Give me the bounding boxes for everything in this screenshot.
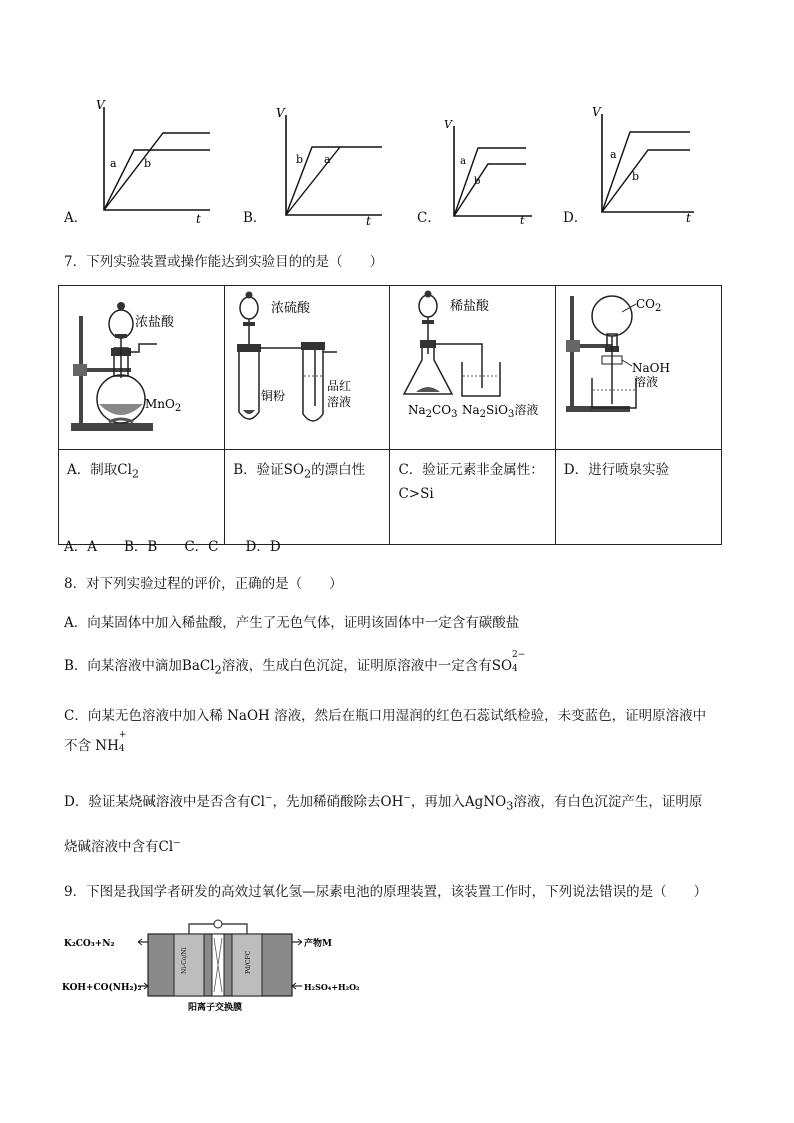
question-8-option-d-line1 (64, 790, 702, 813)
line-a (104, 133, 210, 210)
load-icon (214, 920, 222, 928)
option-label-a: A． (64, 210, 88, 226)
question-7-options: A．A B．B C．C D．D (64, 539, 281, 555)
right-bottom-label: H₂SO₄+H₂O₂ (304, 982, 360, 992)
caption-a (59, 450, 225, 545)
subscript-3: 3 (508, 409, 515, 420)
apparatus-a-cell (59, 286, 225, 450)
axis-y-label: V (444, 118, 452, 131)
subscript-2: 2 (480, 409, 487, 420)
option-c-line2-text: 不含 NH (64, 738, 119, 754)
battery-diagram (62, 918, 360, 1013)
formula-suffix: 溶液 (514, 403, 539, 417)
axes (602, 114, 694, 212)
test-tube-1 (239, 346, 259, 419)
curve-label-b: b (296, 153, 304, 166)
curve-label-b: b (632, 170, 640, 183)
axis-x-label: t (366, 214, 371, 228)
ammonium-scripts (118, 730, 129, 754)
option-label-d: D． (563, 210, 588, 226)
dye-label-1: 品红 (327, 379, 352, 393)
round-flask (97, 375, 145, 423)
graph-a (88, 95, 218, 225)
delivery-tube (434, 344, 482, 388)
caption-b (225, 450, 390, 545)
funnel-tap (243, 322, 255, 326)
gas-label (636, 297, 661, 314)
caption-d-text: D．进行喷泉实验 (563, 462, 670, 478)
question-8-stem: 8．对下列实验过程的评价，正确的是（ ） (64, 576, 343, 592)
superscript-minus: − (173, 838, 181, 849)
sulfate-scripts (512, 650, 526, 674)
graph-b (270, 105, 390, 228)
option-d-post: 溶液，有白色沉淀产生，证明原 (513, 794, 703, 810)
funnel-stopper (117, 302, 125, 310)
axis-x-label: t (196, 212, 201, 226)
question-8-option-a: A．向某固体中加入稀盐酸，产生了无色气体，证明该固体中一定含有碳酸盐 (64, 615, 520, 631)
curve-label-a: a (324, 153, 331, 166)
acid-label: 稀盐酸 (450, 299, 490, 314)
clamp-boss (73, 364, 87, 376)
question-8-option-c-line1: C．向某无色溶液中加入稀 NaOH 溶液，然后在瓶口用湿润的红色石蕊试纸检验，未变蓝色，证明原溶液中 (64, 708, 707, 724)
separatory-funnel (419, 295, 437, 317)
question-8-option-c-line2 (64, 730, 129, 754)
flask-solid (99, 404, 143, 415)
apparatus-a (59, 286, 224, 446)
solid-label (145, 397, 181, 414)
axis-y-label: V (592, 105, 601, 119)
membrane-label: 阳离子交换膜 (188, 1003, 243, 1013)
solution-label-text: Na (462, 403, 481, 417)
option-b-mid: 溶液，生成白色沉淀，证明原溶液中一定含有SO (221, 658, 513, 674)
anode-electrode (174, 934, 204, 996)
funnel-stopper (246, 292, 253, 299)
subscript-2: 2 (654, 303, 662, 314)
caption-c-line1: C．验证元素非金属性： (398, 462, 544, 478)
superscript-minus: − (264, 793, 273, 804)
caption-c (390, 450, 555, 545)
line-b (104, 150, 210, 210)
separatory-funnel (240, 297, 258, 319)
line-b (454, 164, 526, 216)
option-d-line2-text: 烧碱溶液中含有Cl (64, 839, 174, 855)
option-d-mid2: ，再加入AgNO (410, 794, 507, 810)
cathode-label: Pd/CFC (245, 950, 252, 974)
stopper-1 (237, 344, 261, 352)
apparatus-c (390, 286, 554, 446)
axes (104, 107, 210, 210)
caption-b-text: B．验证SO (233, 462, 304, 478)
graph-c (440, 118, 540, 226)
question-7-stem: 7．下列实验装置或操作能达到实验目的的是（ ） (64, 254, 384, 270)
solid-label (408, 403, 457, 420)
solution-label (462, 402, 538, 420)
question-8-option-b (64, 650, 526, 677)
gas-label-text: CO (635, 297, 655, 311)
delivery-tube (128, 344, 157, 352)
apparatus-c-cell (390, 286, 555, 450)
burner-pad (109, 419, 133, 422)
formula-co: CO (432, 403, 452, 417)
subscript-2: 2 (303, 467, 312, 481)
subscript-2: 2 (174, 403, 182, 414)
formula-sio: SiO (486, 403, 509, 417)
option-d-mid: ，先加稀硝酸除去OH (272, 794, 404, 810)
beaker (462, 362, 500, 396)
round-flask-inverted (592, 296, 632, 336)
apparatus-b (225, 286, 389, 446)
superscript-charge: 2− (512, 650, 526, 660)
solid-label-text: Na (408, 403, 427, 417)
curve-label-a: a (460, 156, 466, 167)
naoh-label-2: 溶液 (633, 375, 658, 389)
axis-y-label: V (276, 106, 285, 120)
separatory-funnel (109, 310, 133, 338)
stand-base (71, 423, 153, 431)
anode-label: Ni-Co/Ni (181, 947, 188, 974)
beaker (592, 378, 636, 408)
left-top-label: K₂CO₃+N₂ (64, 939, 115, 949)
subscript-2: 2 (214, 663, 222, 677)
option-d-pre: D．验证某烧碱溶液中是否含有Cl (64, 794, 265, 810)
acid-label: 浓盐酸 (135, 315, 175, 330)
option-label-b: B． (243, 210, 267, 226)
caption-a-text: A．制取Cl (67, 462, 132, 478)
subscript-4: 4 (512, 664, 518, 674)
funnel-tap (115, 334, 127, 338)
apparatus-d-cell (555, 286, 721, 450)
subscript-3: 3 (506, 799, 514, 813)
question-8-option-d-line2 (64, 835, 181, 855)
axis-x-label: t (520, 214, 525, 227)
left-bottom-label: KOH+CO(NH₂)₂ (62, 983, 142, 993)
apparatus-b-cell (225, 286, 390, 450)
curve-label-a: a (110, 157, 117, 170)
funnel-tap (422, 320, 434, 324)
superscript-charge: + (118, 730, 127, 740)
clamp-boss (566, 340, 580, 352)
dye-label-2: 溶液 (327, 395, 352, 409)
leader-line (622, 360, 632, 366)
caption-b-suffix: 的漂白性 (311, 462, 366, 478)
stand-base (566, 406, 630, 412)
subscript-4: 4 (118, 744, 125, 754)
curve-label-b: b (474, 176, 481, 187)
axes (454, 126, 532, 216)
subscript-2: 2 (131, 467, 140, 481)
copper-powder (243, 410, 255, 414)
funnel-stopper (425, 291, 432, 298)
option-b-pre: B．向某溶液中滴加BaCl (64, 658, 215, 674)
solid-label-text: MnO (145, 397, 175, 411)
line-a (602, 132, 690, 212)
stopper-2 (301, 342, 325, 350)
caption-c-line2: C>Si (398, 486, 434, 502)
stopper (420, 340, 436, 348)
axis-x-label: t (686, 211, 691, 225)
caption-d (555, 450, 721, 545)
curve-label-b: b (144, 157, 152, 170)
subscript-2: 2 (426, 409, 433, 420)
line-a (286, 147, 340, 215)
option-label-c: C． (417, 210, 441, 226)
axis-y-label: V (96, 98, 105, 112)
naoh-label-1: NaOH (631, 361, 670, 375)
test-tube-2 (303, 344, 323, 421)
apparatus-d (556, 286, 721, 446)
subscript-3: 3 (451, 409, 458, 420)
question-9-stem: 9．下图是我国学者研发的高效过氧化氢—尿素电池的原理装置，该装置工作时，下列说法错误的是（ ） (64, 884, 708, 900)
superscript-minus: − (403, 793, 411, 804)
experiment-table (58, 285, 722, 545)
curve-label-a: a (610, 148, 617, 161)
copper-label: 铜粉 (261, 389, 286, 403)
acid-label: 浓硫酸 (271, 301, 311, 316)
right-top-label: 产物M (304, 939, 332, 949)
carbonate-solid (416, 387, 440, 392)
graph-d (590, 104, 702, 224)
